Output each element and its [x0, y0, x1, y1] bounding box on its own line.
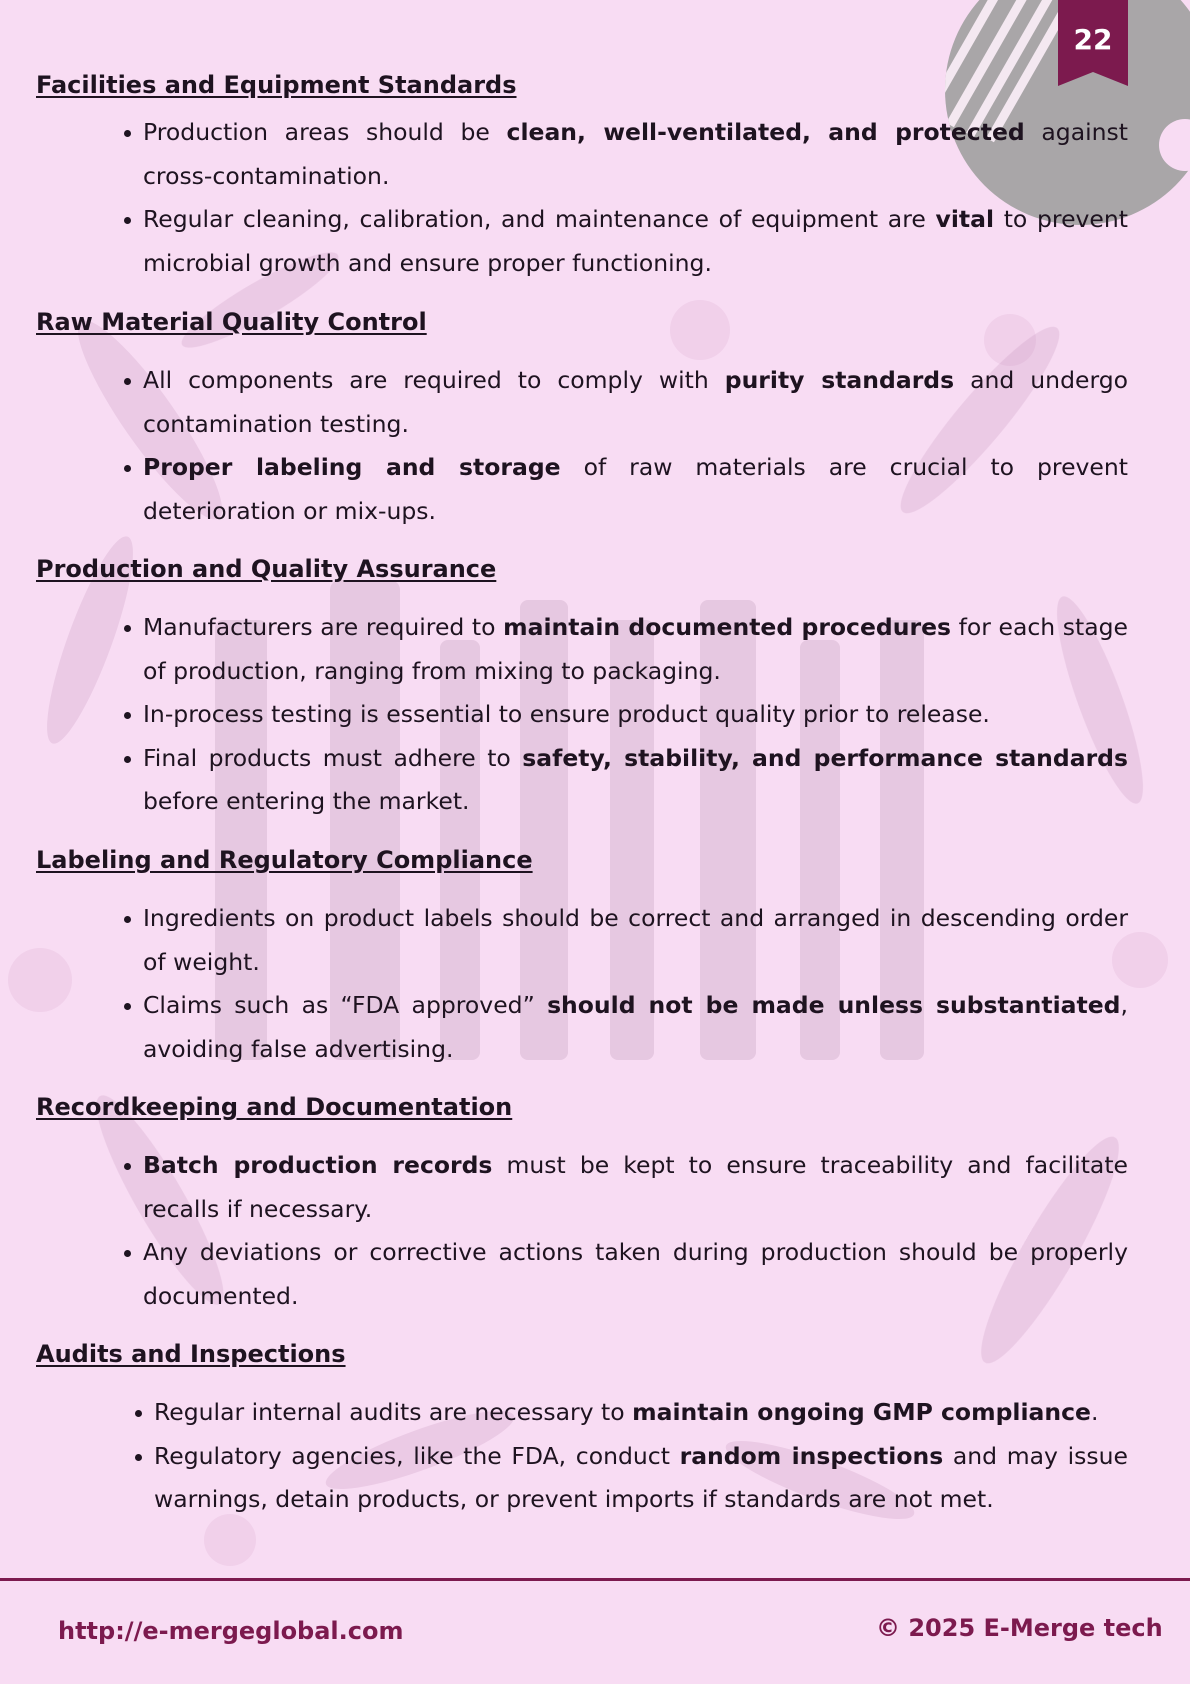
list-item: [143, 897, 1128, 984]
body-text: Regular internal audits are necessary to: [154, 1398, 633, 1426]
bullet-list: [143, 1144, 1128, 1318]
section-heading: Production and Quality Assurance: [36, 555, 497, 583]
footer-website-link[interactable]: http://e-mergeglobal.com: [58, 1617, 404, 1645]
emphasis-text: Batch production records: [143, 1151, 493, 1179]
bullet-list: [143, 111, 1128, 285]
body-text: Claims such as “FDA approved”: [143, 991, 548, 1019]
list-item: [143, 693, 1128, 737]
emphasis-text: maintain ongoing GMP compliance: [632, 1398, 1091, 1426]
section-heading: Labeling and Regulatory Compliance: [36, 846, 533, 874]
body-text: Final products must adhere to: [143, 743, 523, 772]
body-text: Production areas should be: [143, 118, 507, 146]
body-text: Regulatory agencies, like the FDA, conduct: [154, 1441, 680, 1470]
section-heading: Raw Material Quality Control: [36, 308, 427, 336]
list-item: [143, 606, 1128, 693]
body-text: for each stage of production, ranging from mixing to packaging.: [143, 613, 1128, 685]
body-text: All components are required to comply with: [143, 366, 725, 394]
emphasis-text: purity standards: [724, 366, 955, 394]
body-text: Any deviations or corrective actions taken during production should be properly documented.: [143, 1238, 1128, 1310]
body-text: .: [1090, 1398, 1099, 1426]
page-number: 22: [1073, 23, 1113, 56]
body-text: of raw materials are crucial to prevent deterioration or mix-ups.: [143, 453, 1129, 525]
emphasis-text: clean, well-ventilated, and protected: [506, 118, 1025, 146]
emphasis-text: should not be made unless substantiated: [547, 991, 1121, 1019]
emphasis-text: Proper labeling and storage: [143, 453, 561, 481]
list-item: [143, 111, 1128, 198]
body-text: to prevent microbial growth and ensure proper functioning.: [143, 205, 1128, 277]
page-number-badge: [1058, 0, 1128, 86]
emphasis-text: safety, stability, and performance standards: [522, 743, 1128, 772]
body-text: Manufacturers are required to: [143, 613, 504, 641]
emphasis-text: random inspections: [679, 1441, 944, 1470]
footer-divider: [0, 1578, 1190, 1581]
body-text: , avoiding false advertising.: [143, 991, 1128, 1063]
list-item: [143, 1144, 1128, 1231]
emphasis-text: vital: [935, 205, 995, 233]
body-text: and may issue warnings, detain products, or prevent imports if standards are not met.: [154, 1441, 1128, 1513]
body-text: before entering the market.: [143, 787, 470, 815]
list-item: [143, 359, 1128, 446]
list-item: [154, 1391, 1128, 1435]
body-text: and undergo contamination testing.: [143, 366, 1128, 438]
section-heading: Audits and Inspections: [36, 1340, 346, 1368]
body-text: against cross-contamination.: [143, 118, 1128, 190]
bullet-list: [154, 1391, 1128, 1522]
footer-copyright: © 2025 E-Merge tech: [876, 1614, 1163, 1642]
bullet-list: [143, 606, 1128, 824]
list-item: [143, 1231, 1128, 1318]
body-text: Regular cleaning, calibration, and maintenance of equipment are: [143, 205, 936, 233]
list-item: [154, 1435, 1128, 1522]
body-text: must be kept to ensure traceability and facilitate recalls if necessary.: [143, 1151, 1128, 1223]
list-item: [143, 446, 1128, 533]
body-text: Ingredients on product labels should be correct and arranged in descending order of weight.: [143, 904, 1128, 976]
list-item: [143, 984, 1128, 1071]
body-text: In-process testing is essential to ensure product quality prior to release.: [143, 700, 990, 728]
bullet-list: [143, 359, 1128, 533]
bullet-list: [143, 897, 1128, 1071]
list-item: [143, 737, 1128, 824]
emphasis-text: maintain documented procedures: [503, 613, 951, 641]
list-item: [143, 198, 1128, 285]
section-heading: Recordkeeping and Documentation: [36, 1093, 513, 1121]
section-heading: Facilities and Equipment Standards: [36, 71, 517, 99]
